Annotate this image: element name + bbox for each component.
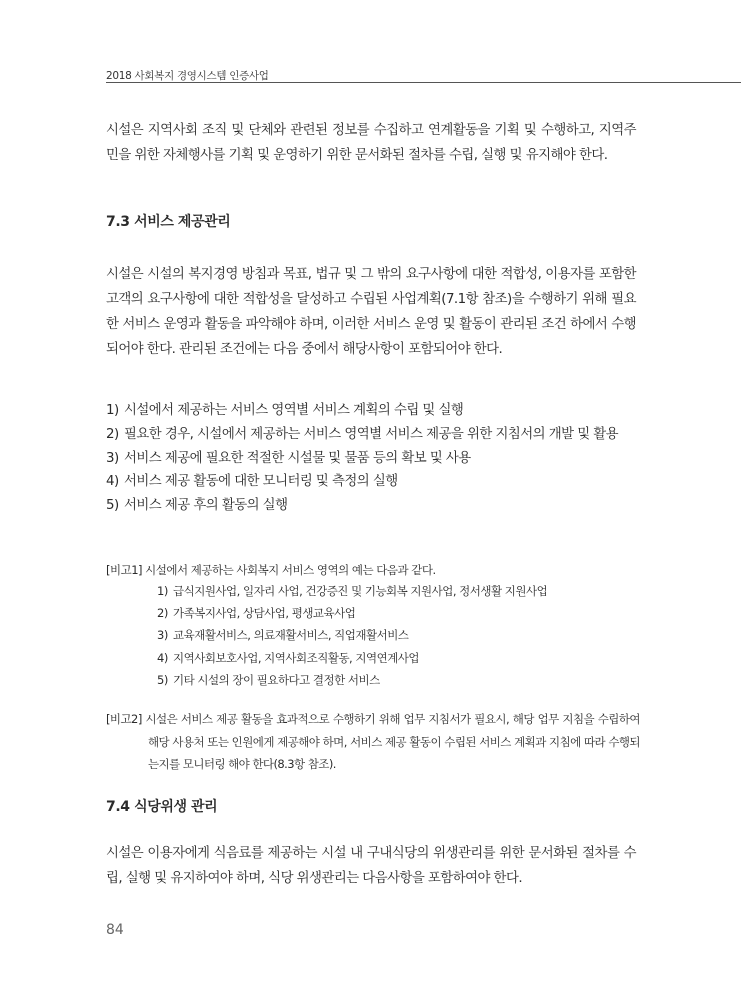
list-text: 서비스 제공에 필요한 적절한 시설물 및 물품 등의 확보 및 사용 — [124, 450, 471, 466]
list-item — [106, 399, 640, 423]
service-management-paragraph: 시설은 시설의 복지경영 방침과 목표, 법규 및 그 밖의 요구사항에 대한 적합성, 이용자를 포함한 고객의 요구사항에 대한 적합성을 달성하고 수립된 사업계획(7.1항 참조)을 수행하기 위해 필요한 서비스 운영과 활동을 파악해야 하며, 이러한 서비스 운영 및 활동이 관리된 조건 하에서 수행되어야 한다. 관리된 조건에는 다음 중에서 해당사항이 포함되어야 한다. — [106, 267, 636, 357]
section-heading-7-4: 7.4 식당위생 관리 — [106, 799, 218, 815]
list-text: 서비스 제공 활동에 대한 모니터링 및 측정의 실행 — [124, 474, 398, 490]
list-number: 4) — [157, 650, 168, 665]
list-number: 2) — [157, 606, 168, 621]
list-number: 1) — [106, 403, 119, 418]
list-item — [157, 580, 627, 602]
list-number: 3) — [157, 628, 168, 643]
list-item — [106, 494, 640, 518]
running-header: 2018 사회복지 경영시스템 인증사업 — [106, 70, 269, 82]
list-text: 필요한 경우, 시설에서 제공하는 서비스 영역별 서비스 제공을 위한 지침서의 개발 및 활용 — [124, 426, 619, 442]
list-text: 교육재활서비스, 의료재활서비스, 직업재활서비스 — [173, 628, 409, 643]
list-item — [157, 669, 627, 691]
list-text: 시설에서 제공하는 서비스 영역별 서비스 계획의 수립 및 실행 — [124, 403, 464, 418]
list-number: 3) — [106, 450, 119, 466]
list-number: 5) — [157, 672, 168, 687]
list-text: 가족복지사업, 상담사업, 평생교육사업 — [173, 606, 356, 621]
list-number: 1) — [157, 584, 168, 598]
list-number: 2) — [106, 426, 119, 442]
note2-paragraph: [비고2] 시설은 서비스 제공 활동을 효과적으로 수행하기 위해 업무 지침서가 필요시, 해당 업무 지침을 수립하여 해당 사용처 또는 인원에게 제공해야 하며, 서비스 제공 활동이 수립된 서비스 계획과 지침에 따라 수행되는지를 모니터링 해야 한다(8.3항 참조). — [106, 712, 640, 771]
list-number: 4) — [106, 474, 119, 490]
note1-title: [비고1] 시설에서 제공하는 사회복지 서비스 영역의 예는 다음과 같다. — [106, 563, 436, 577]
list-text: 서비스 제공 후의 활동의 실행 — [124, 498, 288, 514]
list-text: 지역사회보호사업, 지역사회조직활동, 지역연계사업 — [173, 650, 420, 665]
list-item — [157, 602, 627, 624]
list-item — [106, 447, 640, 471]
list-item — [157, 647, 627, 669]
section-heading-7-3: 7.3 서비스 제공관리 — [106, 214, 231, 230]
list-item — [106, 423, 640, 447]
list-item — [106, 470, 640, 494]
list-number: 5) — [106, 498, 119, 514]
list-text: 급식지원사업, 일자리 사업, 건강증진 및 기능회복 지원사업, 정서생활 지원사업 — [173, 584, 548, 598]
food-hygiene-paragraph: 시설은 이용자에게 식음료를 제공하는 시설 내 구내식당의 위생관리를 위한 문서화된 절차를 수립, 실행 및 유지하여야 하며, 식당 위생관리는 다음사항을 포함하여야 한다. — [106, 846, 636, 886]
page-number: 84 — [106, 922, 124, 938]
list-text: 기타 시설의 장이 필요하다고 결정한 서비스 — [173, 672, 380, 687]
condition-list — [106, 399, 640, 518]
intro-paragraph: 시설은 지역사회 조직 및 단체와 관련된 정보를 수집하고 연계활동을 기획 및 수행하고, 지역주민을 위한 자체행사를 기획 및 운영하기 위한 문서화된 절차를 수립, 실행 및 유지해야 한다. — [106, 123, 636, 163]
note1-list — [157, 580, 627, 691]
header-divider — [106, 82, 741, 83]
list-item — [157, 624, 627, 646]
